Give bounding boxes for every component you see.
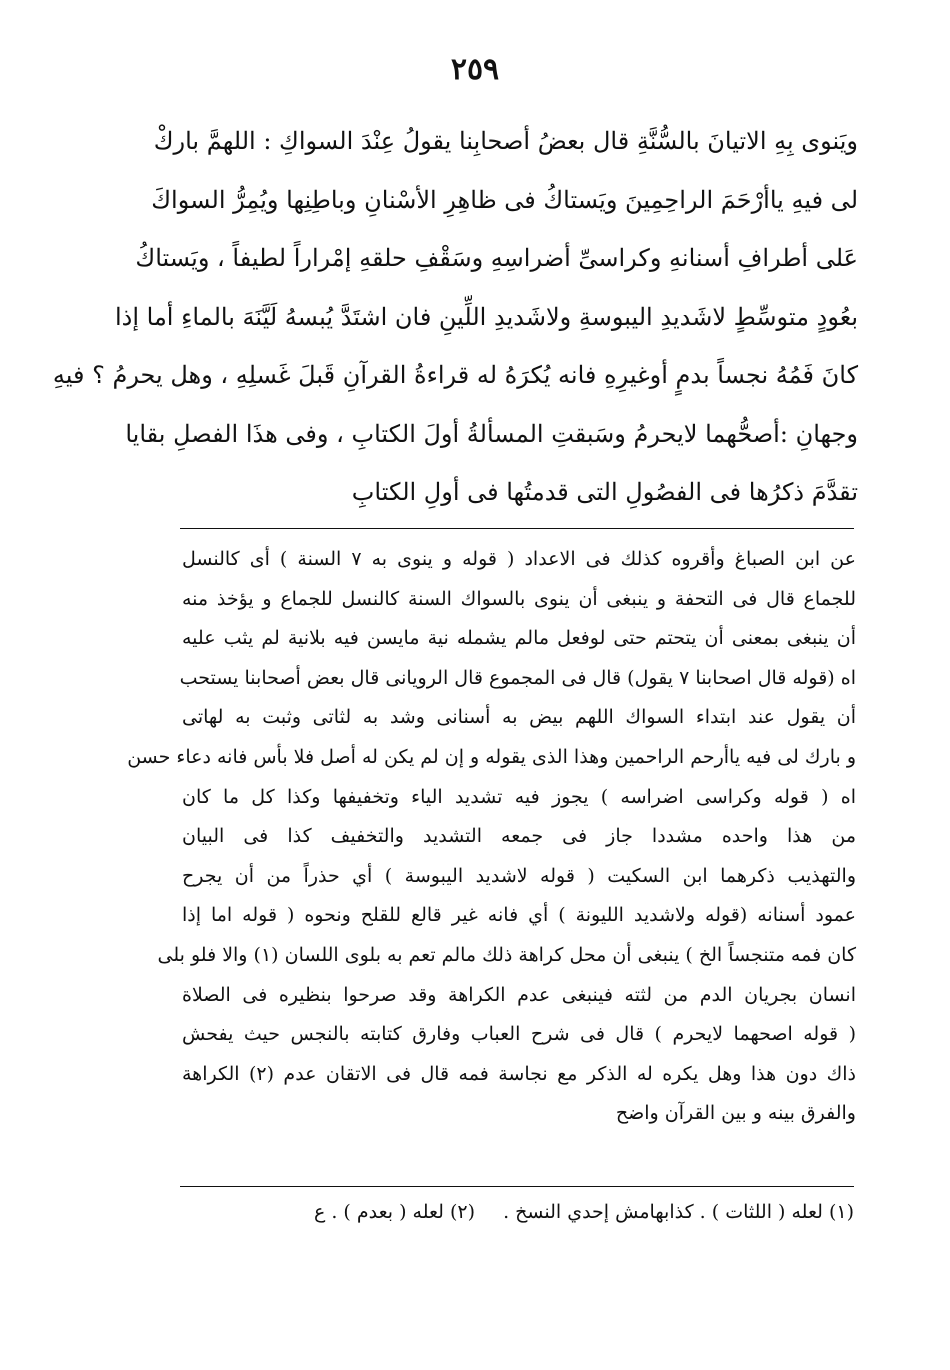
- commentary-line: أن ينبغى بمعنى أن يتحتم حتى لوفعل مالم يشمله نية مايسن فيه بلانية لم يثب عليه: [182, 627, 856, 650]
- commentary-line: كان فمه متنجساً الخ ) ينبغى أن محل كراهة ذلك مالم تعم به بلوى اللسان (١) والا فلو بلى: [157, 943, 856, 966]
- main-text-block: [52, 112, 858, 522]
- commentary-line: أن يقول عند ابتداء السواك اللهم بيض به أسنانى وشد به لثاتى وثبت به لهاتى: [182, 706, 856, 729]
- commentary-line: عمود أسنانه (قوله ولاشديد الليونة ) أي فانه غير قالع للقلح ونحوه ( قوله اما إذا: [182, 904, 856, 927]
- page-number: ٢٥٩: [450, 52, 500, 87]
- commentary-line: للجماع قال فى التحفة و ينبغى أن ينوى بالسواك السنة كالنسل للجماع و يؤخذ منه: [182, 587, 856, 610]
- commentary-line: عن ابن الصباغ وأقروه كذلك فى الاعداد ( قوله و ينوى به ٧ السنة ) أى كالنسل: [182, 548, 856, 570]
- main-text-line: تقدَّمَ ذكرُها فى الفصُولِ التى قدمتُها فى أولِ الكتابِ: [351, 478, 858, 506]
- commentary-line: والتهذيب ذكرهما ابن السكيت ( قوله لاشديد اليبوسة ) أي حذراً من أن يجرح: [182, 864, 856, 887]
- commentary-line: من هذا واحده مشددا جاز فى جمعه التشديد والتخفيف كذا فى البيان: [182, 825, 856, 848]
- main-text-line: لى فيهِ ياأرْحَمَ الراحِمِينَ ويَستاكُ فى ظاهِرِ الأسْنانِ وباطِنِها ويُمِرُّ السواكَ: [151, 185, 858, 214]
- commentary-line: ( قوله اصحهما لايحرم ) قال فى شرح العباب وفارق كتابته بالنجس حيث يفحش: [182, 1023, 856, 1046]
- main-text-line: وجهانِ :أصحُّهما لايحرمُ وسَبقتِ المسألةُ أولَ الكتابِ ، وفى هذَا الفصلِ بقايا: [125, 419, 858, 448]
- commentary-line: انسان بجريان الدم من لثته فينبغى عدم الكراهة وقد صرحوا بنظيره فى الصلاة: [182, 983, 856, 1006]
- commentary-line: ذاك دون هذا وهل يكره له الذكر مع نجاسة فمه قال فى الاتقان عدم (٢) الكراهة: [182, 1062, 856, 1085]
- commentary-line: اه ( قوله وكراسى اضراسه ) يجوز فيه تشديد الياء وتخفيفها وكذا كل ما كان: [182, 785, 856, 808]
- commentary-line: و بارك لى فيه ياأرحم الراحمين وهذا الذى يقوله و إن لم يكن له أصل فلا بأس فانه دعاء حسن: [127, 745, 856, 768]
- footnote-1: (١) لعله ( اللثات ) . كذابهامش إحدي النسخ .: [503, 1201, 854, 1223]
- commentary-line: اه (قوله قال اصحابنا ٧ يقول) قال فى المجموع قال الرويانى قال بعض أصحابنا يستحب: [179, 666, 856, 689]
- main-text-line: بعُودٍ متوسِّطٍ لاشَديدِ اليبوسةِ ولاشَديدِ اللِّينِ فان اشتَدَّ يُبسهُ لَيَّنَهَ بالماءِ أما إذا: [114, 302, 858, 331]
- footnote-separator: [180, 1186, 854, 1187]
- main-text-line: ويَنوى بِهِ الاتيانَ بالسُّنَّةِ قال بعضُ أصحابِنا يقولُ عِنْدَ السواكِ : اللهمَّ باركْ: [153, 127, 858, 155]
- main-text-line: كانَ فَمُهُ نجساً بدمٍ أوغيرِهِ فانه يُكرَهُ له قراءةُ القرآنِ قَبلَ غَسلِهِ ، وهل يحرمُ ؟ فيهِ: [52, 361, 858, 389]
- commentary-block: [127, 540, 856, 1134]
- footnote-2: (٢) لعله ( بعدم ) . ع: [313, 1201, 476, 1223]
- section-separator: [180, 528, 854, 529]
- footnotes: [180, 1194, 854, 1230]
- main-text-line: عَلى أطرافِ أسنانهِ وكراسىِّ أضراسِهِ وسَقْفِ حلقهِ إمْراراً لطيفاً ، ويَستاكُ: [135, 244, 858, 272]
- commentary-line: والفرق بينه و بين القرآن واضح: [615, 1102, 856, 1125]
